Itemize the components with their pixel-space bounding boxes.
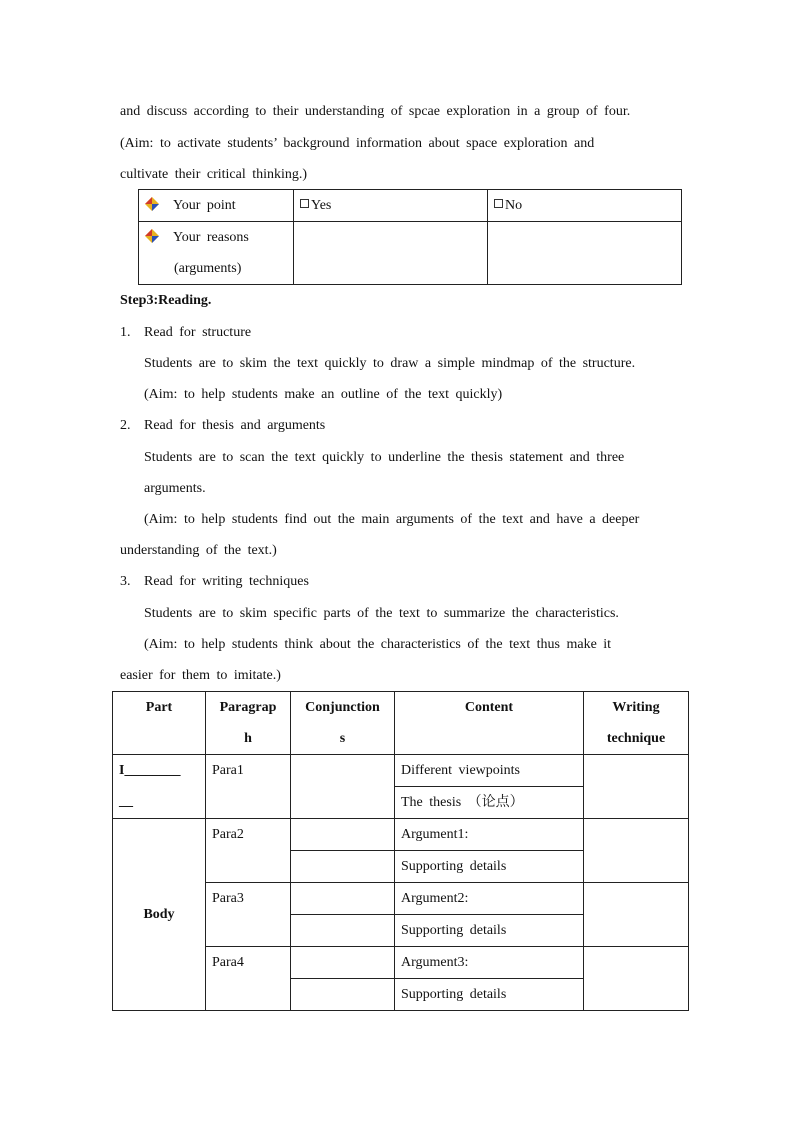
argument2-cell: Argument2: [395,883,584,915]
para4-conjunction-2-cell[interactable] [291,979,395,1011]
intro-line-1: and discuss according to their understanding of spcae exploration in a group of four. [120,104,631,119]
item3-number: 3. [120,574,131,589]
item2-number: 2. [120,418,131,433]
para4-conjunction-1-cell[interactable] [291,947,395,979]
diamond-bullet-icon [145,229,159,243]
arguments-label: (arguments) [174,261,242,276]
para3-technique-cell[interactable] [584,883,689,947]
intro-part-cell[interactable]: I________ __ [113,755,206,819]
item2-line-3: (Aim: to help students find out the main arguments of the text and have a deeper [144,512,640,527]
header-part: Part [113,692,206,755]
your-point-label: Your point [173,198,236,213]
para2-cell: Para2 [206,819,291,883]
reasons-no-cell[interactable] [488,222,682,285]
diamond-bullet-icon [145,197,159,211]
para3-conjunction-2-cell[interactable] [291,915,395,947]
item2-line-4: understanding of the text.) [120,543,277,558]
item2-line-1: Students are to scan the text quickly to underline the thesis statement and three [144,450,625,465]
argument3-cell: Argument3: [395,947,584,979]
para3-cell: Para3 [206,883,291,947]
para1-cell: Para1 [206,755,291,819]
no-checkbox-icon[interactable] [494,199,503,208]
body-part-cell: Body [113,819,206,1011]
structure-table [112,691,689,1011]
your-reasons-label: Your reasons [173,230,249,245]
para4-technique-cell[interactable] [584,947,689,1011]
supporting-details-1-cell: Supporting details [395,851,584,883]
item1-line-1: Students are to skim the text quickly to draw a simple mindmap of the structure. [144,356,636,371]
point-table [138,189,682,285]
argument1-cell: Argument1: [395,819,584,851]
header-conjunctions: Conjunction s [291,692,395,755]
point-label-cell [139,190,294,222]
para3-conjunction-1-cell[interactable] [291,883,395,915]
step3-heading: Step3:Reading. [120,293,212,308]
supporting-details-2-cell: Supporting details [395,915,584,947]
header-paragraph: Paragrap h [206,692,291,755]
para2-conjunction-1-cell[interactable] [291,819,395,851]
item3-title: Read for writing techniques [144,574,309,589]
intro-line-2: (Aim: to activate students’ background information about space exploration and [120,136,595,151]
item1-title: Read for structure [144,325,252,340]
item3-line-1: Students are to skim specific parts of the text to summarize the characteristics. [144,606,619,621]
thesis-cell: The thesis （论点） [395,787,584,819]
different-viewpoints-cell: Different viewpoints [395,755,584,787]
supporting-details-3-cell: Supporting details [395,979,584,1011]
yes-checkbox-icon[interactable] [300,199,309,208]
header-writing-technique: Writing technique [584,692,689,755]
para1-conjunctions-cell[interactable] [291,755,395,819]
no-label: No [505,198,523,213]
header-content: Content [395,692,584,755]
reasons-yes-cell[interactable] [294,222,488,285]
item2-line-2: arguments. [144,481,206,496]
para2-technique-cell[interactable] [584,819,689,883]
item3-line-2: (Aim: to help students think about the characteristics of the text thus make it [144,637,612,652]
item1-line-2: (Aim: to help students make an outline of the text quickly) [144,387,503,402]
para4-cell: Para4 [206,947,291,1011]
item3-line-3: easier for them to imitate.) [120,668,281,683]
no-cell[interactable] [488,190,682,222]
item1-number: 1. [120,325,131,340]
para2-conjunction-2-cell[interactable] [291,851,395,883]
reasons-label-cell [139,222,294,285]
yes-cell[interactable] [294,190,488,222]
para1-technique-cell[interactable] [584,755,689,819]
yes-label: Yes [311,198,332,213]
intro-line-3: cultivate their critical thinking.) [120,167,308,182]
item2-title: Read for thesis and arguments [144,418,326,433]
